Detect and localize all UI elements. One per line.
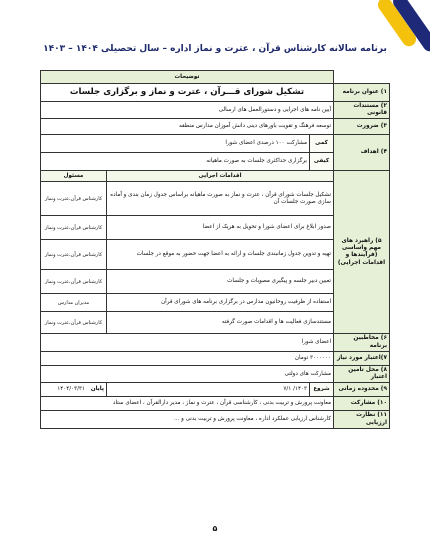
end-block — [41, 383, 107, 397]
action-item: تعیین دبیر جلسه و پیگیری مصوبات و جلسات — [107, 270, 334, 294]
start-label: شروع — [310, 383, 334, 397]
program-title: تشکیل شورای قـــرآن ، عترت و نماز و برگزاری جلسات — [41, 84, 334, 102]
necessity-value: توسعه فرهنگ و تقویت باورهای دینی دانش آموزان مدارس منطقه — [41, 119, 334, 135]
credit-source-label: ۸) محل تامین اعتبار — [334, 365, 390, 382]
supervision-label: ۱۱) نظارت ارزیابی — [334, 411, 390, 428]
credit-label: ۷)اعتبار مورد نیاز — [334, 351, 390, 365]
responsible-column-header: مسئول — [41, 171, 107, 182]
explanations-header: توضیحات — [41, 71, 334, 84]
program-table — [40, 70, 390, 429]
actions-column-header: اقدامات اجرایی — [107, 171, 334, 182]
participation-label: ۱۰) مشارکت — [334, 397, 390, 411]
time-range-label: ۹) محدوده زمانی — [334, 383, 390, 397]
action-item: استفاده از ظرفیت روحانیون مدارس در برگزاری برنامه های شورای قرآن — [107, 294, 334, 312]
action-item: صدور ابلاغ برای اعضای شورا و تحویل به هریک از اعضا — [107, 216, 334, 240]
page-number: ۵ — [212, 524, 218, 533]
credit-source-value: مشارکت های دولتی — [41, 365, 334, 382]
goals-label: ۴) اهداف — [334, 135, 390, 171]
participation-value: معاونت پرورش و تربیت بدنی ، کارشناسی قرآن ، عترت و نماز ، مدیر دارالقرآن ، اعضای ستاد — [41, 397, 334, 411]
legal-value: آیین نامه های اجرایی و دستورالعمل های ارسالی — [41, 102, 334, 119]
responsible-item: کارشناس قرآن،عترت ونماز — [41, 182, 107, 216]
title-label: ۱) عنوان برنامه — [334, 84, 390, 102]
action-item: تهیه و تدوین جدول زمانبندی جلسات و ارائه به اعضا جهت حضور به موقع در جلسات — [107, 240, 334, 270]
action-item: تشکیل جلسات شورای قرآن ، عترت و نماز به صورت ماهیانه براساس جدول زمان بندی و آماده سازی صورت جلسات آن — [107, 182, 334, 216]
responsible-item: کارشناس قرآن،عترت ونماز — [41, 216, 107, 240]
qualitative-label: کیفی — [310, 153, 334, 171]
strategies-label: ۵) راهبرد های مهم واساسی (فرآیندها و اقدامات اجرایی) — [334, 171, 390, 334]
audience-value: اعضای شورا — [41, 334, 334, 351]
qualitative-goal: برگزاری حداکثری جلسات به صورت ماهیانه — [41, 153, 310, 171]
responsible-item: کارشناس قرآن،عترت ونماز — [41, 270, 107, 294]
end-label: پایان — [90, 386, 104, 393]
audience-label: ۶) مخاطبین برنامه — [334, 334, 390, 351]
quantitative-goal: مشارکت ۱۰۰ درصدی اعضای شورا — [41, 135, 310, 153]
credit-value: ۳۰۰۰۰۰۰ تومان — [41, 351, 334, 365]
supervision-value: کارشناس ارزیابی عملکرد اداره ، معاونت پرورش و تربیت بدنی و ... — [41, 411, 334, 428]
legal-label: ۲) مستندات قانونی — [334, 102, 390, 119]
page-header: برنامه سالانه کارشناس قرآن ، عترت و نماز اداره – سال تحصیلی ۱۴۰۴ – ۱۴۰۳ — [43, 44, 387, 54]
responsible-item: مدیران مدارس — [41, 294, 107, 312]
start-date: ۱۴۰۳/ ۷/۱ — [107, 383, 310, 397]
necessity-label: ۳) ضرورت — [334, 119, 390, 135]
responsible-item: کارشناس قرآن،عترت ونماز — [41, 312, 107, 334]
quantitative-label: کمی — [310, 135, 334, 153]
responsible-item: کارشناس قرآن،عترت ونماز — [41, 240, 107, 270]
end-date: ۱۴۰۴/۰۳/۳۱ — [57, 386, 86, 393]
action-item: مستندسازی فعالیت ها و اقدامات صورت گرفته — [107, 312, 334, 334]
